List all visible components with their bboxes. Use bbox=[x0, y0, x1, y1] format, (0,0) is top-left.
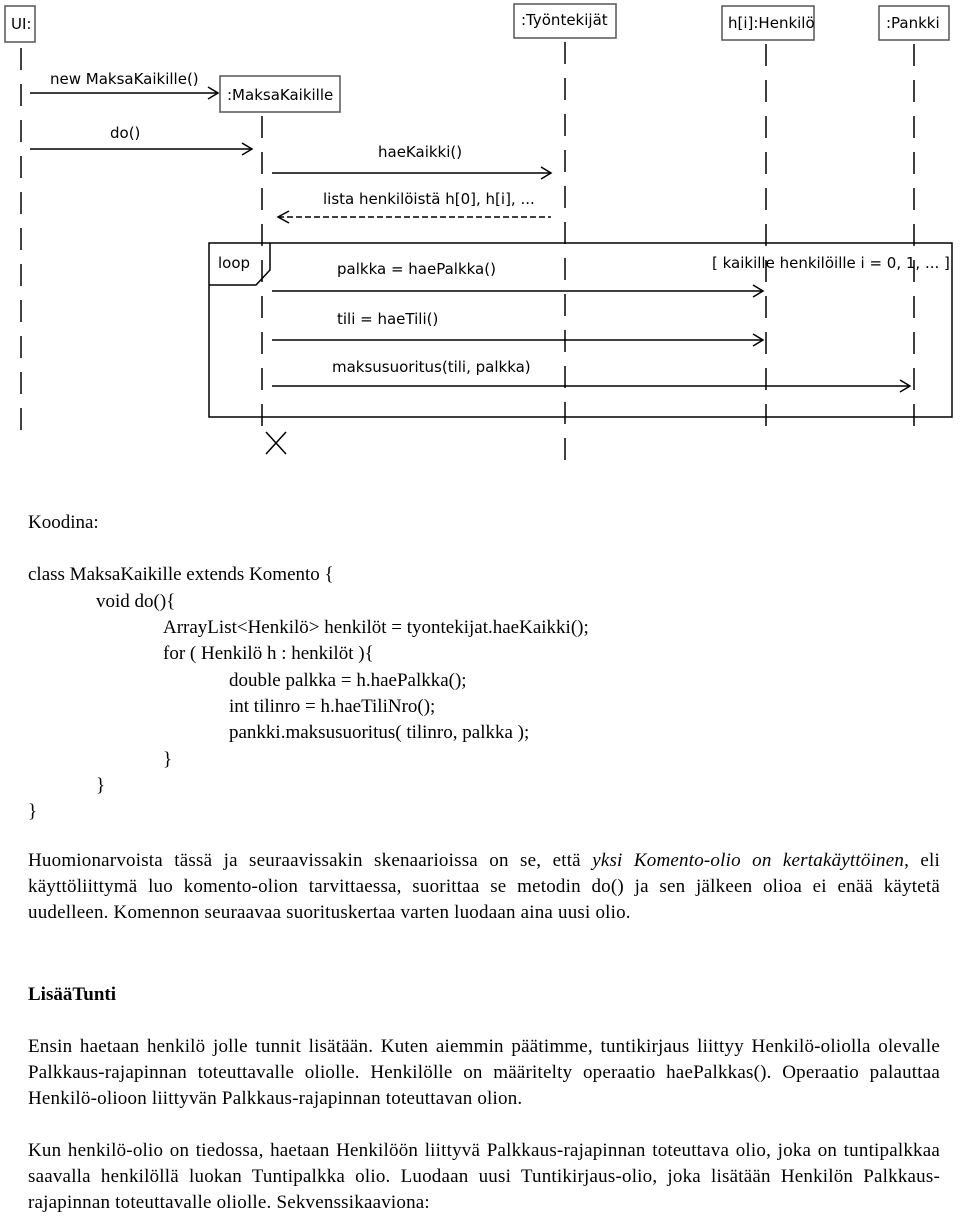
code-line: class MaksaKaikille extends Komento { bbox=[28, 564, 334, 585]
svg-text:lista henkilöistä h[0], h[i],: lista henkilöistä h[0], h[i], ... bbox=[323, 190, 535, 208]
code-line: double palkka = h.haePalkka(); bbox=[229, 670, 467, 691]
paragraph-text: Huomionarvoista tässä ja seuraavissakin skenaarioissa on se, että bbox=[28, 850, 593, 871]
message-haekaikki bbox=[272, 143, 551, 179]
code-line: pankki.maksusuoritus( tilinro, palkka ); bbox=[229, 722, 530, 743]
lifeline-henkilo bbox=[722, 6, 815, 430]
lifeline-ui-label: UI: bbox=[11, 15, 32, 33]
code-line: ArrayList<Henkilö> henkilöt = tyontekijat.haeKaikki(); bbox=[163, 617, 589, 638]
message-haetili bbox=[272, 310, 763, 346]
code-line: void do(){ bbox=[96, 591, 176, 612]
paragraph-lisaatunti: Ensin haetaan henkilö jolle tunnit lisätään. Kuten aiemmin päätimme, tuntikirjaus liittyy Henkilö-oliolla olevalle Palkkaus-rajapinnan toteuttavalle oliolle. Henkilölle on määritelty operaatio haePalkkas(). Operaatio palauttaa Henkilö-olioon liittyvän Palkkaus-rajapinnan toteuttavan olion. bbox=[28, 1036, 940, 1109]
lifeline-pankki bbox=[879, 6, 949, 430]
section-title: LisääTunti bbox=[28, 984, 117, 1005]
code-line: } bbox=[28, 801, 38, 822]
lifeline-pankki-label: :Pankki bbox=[886, 14, 940, 32]
loop-label: loop bbox=[218, 254, 251, 272]
message-return-list bbox=[278, 190, 551, 223]
code-line: } bbox=[96, 775, 106, 796]
code-line: for ( Henkilö h : henkilöt ){ bbox=[163, 643, 374, 664]
lifeline-henkilo-label: h[i]:Henkilö bbox=[728, 14, 815, 32]
svg-text:maksusuoritus(tili, palkka): maksusuoritus(tili, palkka) bbox=[332, 358, 531, 376]
paragraph-komento bbox=[28, 848, 940, 926]
code-heading: Koodina: bbox=[28, 512, 99, 533]
paragraph-text: , eli käyttöliittymä luo komento-olion tarvittaessa, suorittaa se metodin do() ja sen jälkeen olioa ei enää käytetä uudelleen. Komennon seuraavaa suorituskertaa varten luodaan aina uusi olio. bbox=[28, 850, 940, 923]
lifeline-ui bbox=[5, 6, 35, 440]
destroy-marker-icon bbox=[266, 432, 286, 454]
message-maksusuoritus bbox=[272, 358, 910, 392]
code-line: } bbox=[163, 749, 173, 770]
code-line: int tilinro = h.haeTiliNro(); bbox=[229, 696, 436, 717]
loop-fragment bbox=[209, 243, 952, 417]
svg-text:haeKaikki(): haeKaikki() bbox=[378, 143, 463, 161]
loop-guard: [ kaikille henkilöille i = 0, 1, ... ] bbox=[712, 254, 950, 272]
svg-text:tili = haeTili(): tili = haeTili() bbox=[337, 310, 439, 328]
lifeline-tyontekijat-label: :Työntekijät bbox=[521, 11, 608, 29]
message-haepalkka bbox=[272, 260, 763, 297]
svg-text:do(): do() bbox=[110, 124, 141, 142]
message-create bbox=[30, 70, 218, 99]
lifeline-maksakaikille-label: :MaksaKaikille bbox=[227, 86, 334, 104]
sequence-diagram bbox=[0, 0, 960, 470]
svg-text:new MaksaKaikille(): new MaksaKaikille() bbox=[50, 70, 199, 88]
paragraph-emphasis: yksi Komento-olio on kertakäyttöinen bbox=[592, 850, 905, 871]
lifeline-tyontekijat bbox=[514, 4, 616, 460]
paragraph-sekvenssi: Kun henkilö-olio on tiedossa, haetaan Henkilöön liittyvä Palkkaus-rajapinnan toteuttava olio, joka on tuntipalkkaa saavalla henkilöllä luokan Tuntipalkka olio. Luodaan uusi Tuntikirjaus-olio, joka lisätään Henkilön Palkkaus-rajapinnan toteuttavalle oliolle. Sekvenssikaaviona: bbox=[28, 1140, 940, 1213]
message-do bbox=[30, 124, 252, 155]
svg-text:palkka = haePalkka(): palkka = haePalkka() bbox=[337, 260, 496, 278]
